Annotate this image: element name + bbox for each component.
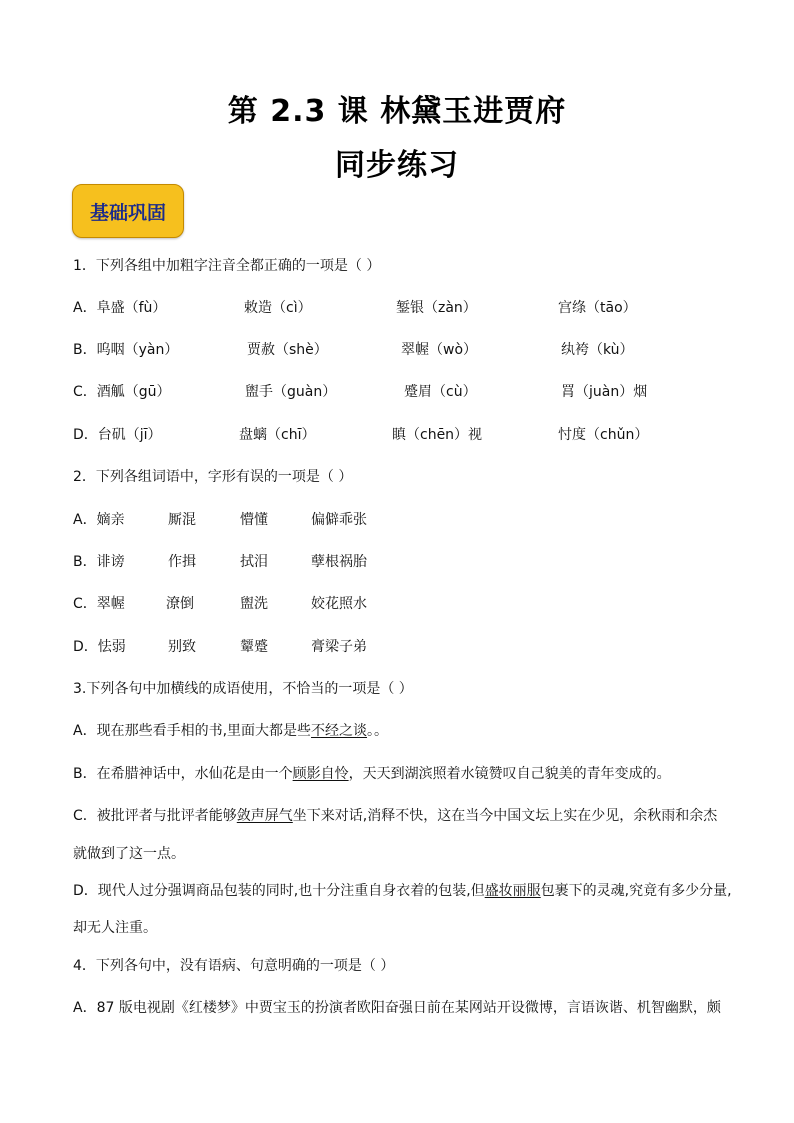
q2-option-d-4: 膏梁子弟 <box>311 639 367 655</box>
q1-option-a-4: 宫绦（tāo） <box>558 300 637 316</box>
q2-option-c-1: C．翠幄 <box>73 596 125 612</box>
q1-option-d-1: D．台矶（jī） <box>73 427 162 443</box>
q2-option-d-3: 颦蹙 <box>240 639 268 655</box>
question-1-stem: 1．下列各组中加粗字注音全都正确的一项是（ ） <box>73 258 381 274</box>
q1-option-c-3: 蹙眉（cù） <box>404 384 477 400</box>
q1-option-d-2: 盘螭（chī） <box>239 427 316 443</box>
q1-option-a-3: 錾银（zàn） <box>396 300 477 316</box>
q3-b-text-after: ，天天到湖滨照着水镜赞叹自己貌美的青年变成的。 <box>348 766 671 782</box>
q1-option-c-1: C．酒觚（gū） <box>73 384 171 400</box>
q3-d-text-after: 包裹下的灵魂,究竟有多少分量, <box>540 883 732 899</box>
q1-option-b-2: 贾赦（shè） <box>247 342 328 358</box>
q3-a-text-after: 。。 <box>367 723 389 739</box>
q4-option-a: A．87 版电视剧《红楼梦》中贾宝玉的扮演者欧阳奋强日前在某网站开设微博，言语诙谐、机智幽默，颇 <box>73 1000 721 1016</box>
question-2-stem: 2．下列各组词语中，字形有误的一项是（ ） <box>73 469 353 485</box>
q2-option-a-2: 厮混 <box>168 512 196 528</box>
q3-d-text-before: D．现代人过分强调商品包装的同时,也十分注重自身衣着的包装,但 <box>73 883 485 899</box>
page-subtitle: 同步练习 <box>335 148 459 183</box>
question-4-stem: 4．下列各句中，没有语病、句意明确的一项是（ ） <box>73 958 395 974</box>
q2-option-a-1: A．嫡亲 <box>73 512 125 528</box>
q2-option-d-2: 别致 <box>168 639 196 655</box>
q1-option-c-4: 罥（juàn）烟 <box>561 384 648 400</box>
q2-option-d-1: D．怯弱 <box>73 639 126 655</box>
q3-b-text-before: B．在希腊神话中，水仙花是由一个 <box>73 766 293 782</box>
q1-option-d-3: 瞋（chēn）视 <box>392 427 483 443</box>
q1-option-b-3: 翠幄（wò） <box>401 342 478 358</box>
q3-c-text-after: 坐下来对话,消释不快，这在当今中国文坛上实在少见，余秋雨和余杰 <box>292 808 718 824</box>
q2-option-b-3: 拭泪 <box>240 554 268 570</box>
q1-option-b-4: 纨袴（kù） <box>561 342 634 358</box>
q3-b-idiom: 顾影自怜 <box>292 766 349 782</box>
q2-option-c-4: 姣花照水 <box>311 596 367 612</box>
q2-option-b-4: 孽根祸胎 <box>311 554 367 570</box>
q3-option-c-continued: 就做到了这一点。 <box>73 846 185 862</box>
q1-option-c-2: 盥手（guàn） <box>245 384 337 400</box>
q3-d-idiom: 盛妆丽服 <box>484 883 541 899</box>
q3-a-idiom: 不经之谈 <box>311 723 368 739</box>
q2-option-b-2: 作揖 <box>168 554 196 570</box>
q2-option-b-1: B．诽谤 <box>73 554 125 570</box>
q3-option-a <box>73 721 388 741</box>
q3-option-b <box>73 764 671 784</box>
q3-option-c <box>73 806 717 826</box>
page-title: 第 2.3 课 林黛玉进贾府 <box>227 94 567 129</box>
section-badge <box>72 184 184 238</box>
q3-c-idiom: 敛声屏气 <box>236 808 293 824</box>
q3-option-d-continued: 却无人注重。 <box>73 920 157 936</box>
q1-option-d-4: 忖度（chǔn） <box>558 427 649 443</box>
q1-option-a-2: 敕造（cì） <box>244 300 312 316</box>
q2-option-c-2: 潦倒 <box>166 596 194 612</box>
q1-option-b-1: B．呜咽（yàn） <box>73 342 179 358</box>
q3-option-d <box>73 881 732 901</box>
q1-option-a-1: A．阜盛（fù） <box>73 300 167 316</box>
question-3-stem: 3.下列各句中加横线的成语使用，不恰当的一项是（ ） <box>73 681 413 697</box>
q2-option-a-4: 偏僻乖张 <box>311 512 367 528</box>
q3-a-text-before: A．现在那些看手相的书,里面大都是些 <box>73 723 312 739</box>
q2-option-c-3: 盥洗 <box>240 596 268 612</box>
q2-option-a-3: 懵懂 <box>240 512 268 528</box>
q3-c-text-before: C．被批评者与批评者能够 <box>73 808 237 824</box>
section-badge-label: 基础巩固 <box>89 201 166 224</box>
